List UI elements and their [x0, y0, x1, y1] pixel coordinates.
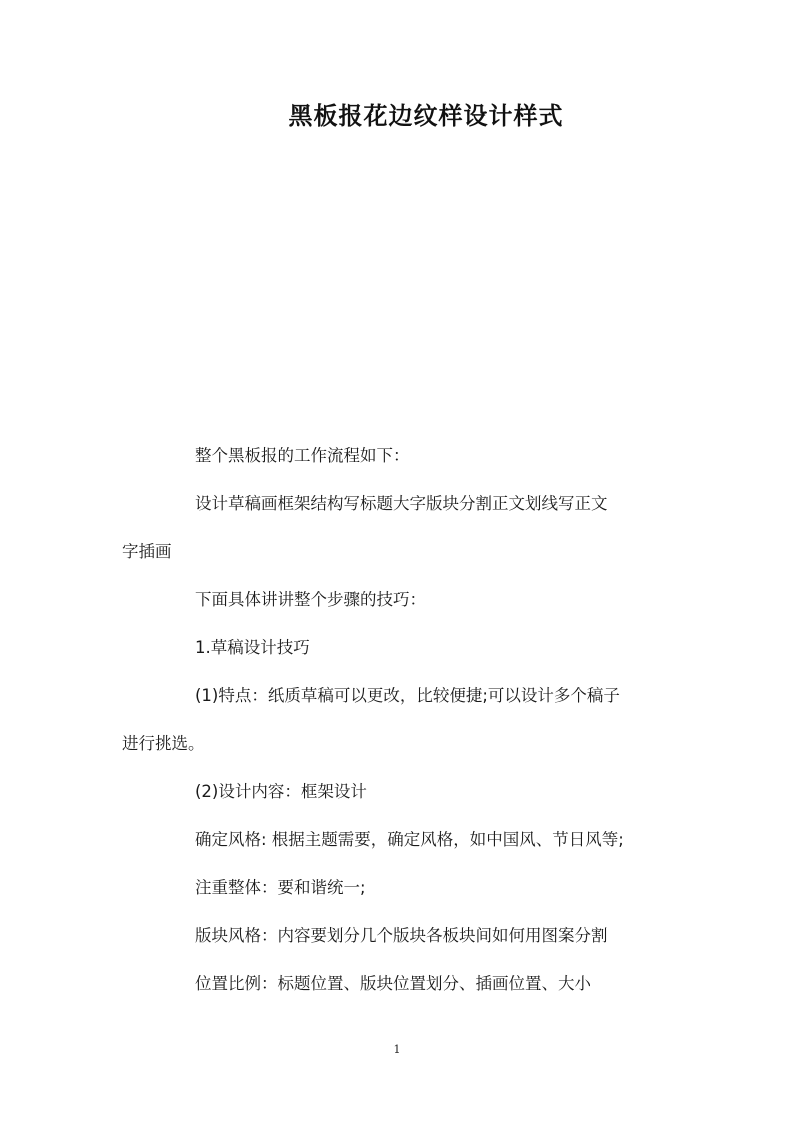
- paragraph-determine-style: 确定风格: 根据主题需要，确定风格，如中国风、节日风等;: [195, 830, 624, 849]
- paragraph-design-content: (2)设计内容：框架设计: [195, 782, 367, 801]
- paragraph-workflow-intro: 整个黑板报的工作流程如下：: [195, 446, 410, 465]
- paragraph-techniques-intro: 下面具体讲讲整个步骤的技巧：: [195, 590, 426, 609]
- paragraph-overall-harmony: 注重整体：要和谐统一;: [195, 878, 366, 897]
- paragraph-position-ratio: 位置比例：标题位置、版块位置划分、插画位置、大小: [195, 974, 591, 993]
- paragraph-section-style: 版块风格：内容要划分几个版块各板块间如何用图案分割: [195, 926, 608, 945]
- page-number: 1: [393, 1043, 401, 1056]
- paragraph-features-continued: 进行挑选。: [122, 734, 205, 753]
- paragraph-workflow-steps-continued: 字插画: [122, 542, 172, 561]
- paragraph-features: (1)特点：纸质草稿可以更改，比较便捷;可以设计多个稿子: [195, 686, 620, 705]
- document-title: 黑板报花边纹样设计样式: [288, 101, 564, 130]
- paragraph-workflow-steps: 设计草稿画框架结构写标题大字版块分割正文划线写正文: [195, 494, 608, 513]
- section-heading-draft-design: 1.草稿设计技巧: [195, 638, 310, 657]
